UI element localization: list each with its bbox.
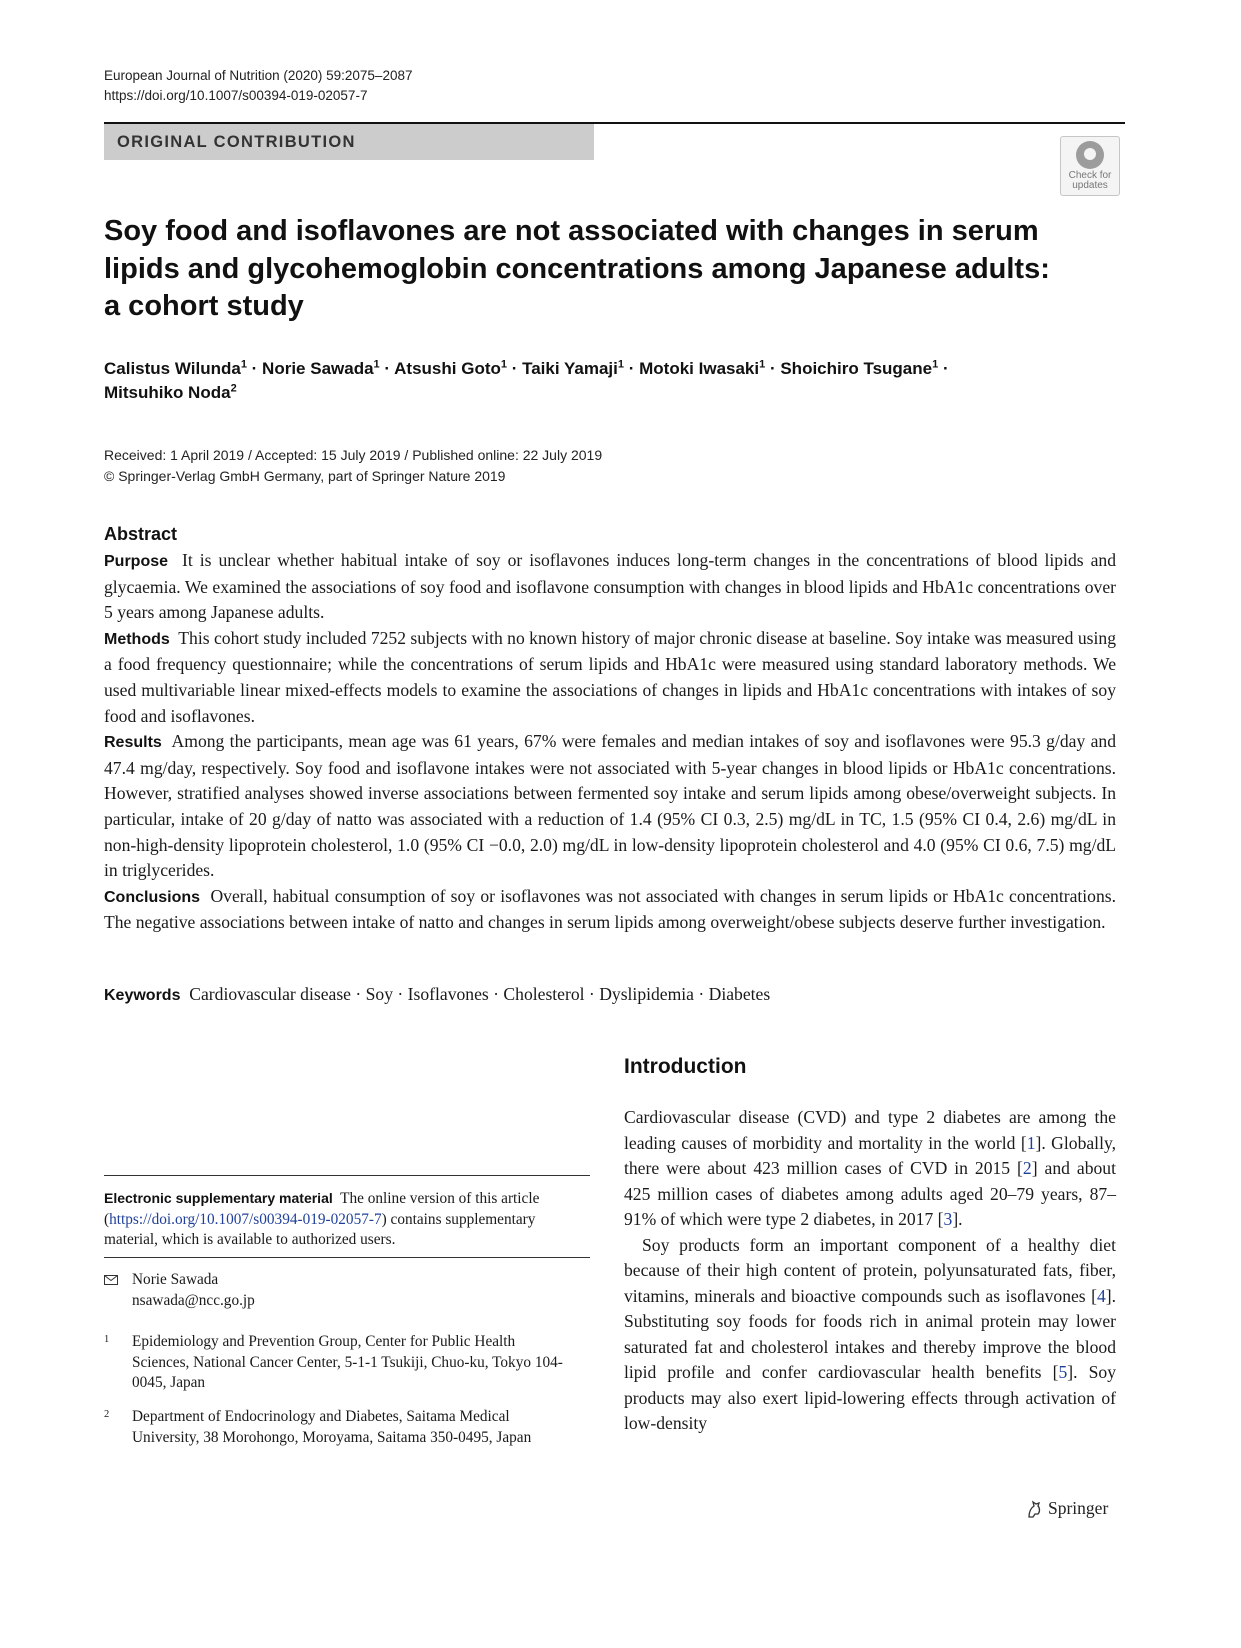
affiliation-number: 1 xyxy=(104,1334,110,1345)
abstract-methods xyxy=(104,626,1116,729)
footnote-rule xyxy=(104,1175,590,1176)
intro-paragraph: Cardiovascular disease (CVD) and type 2 diabetes are among the leading causes of morbidity and mortality in the world [1]. Globally, there were about 423 million cases of CVD in 2015 [2] and about 425 million cases of diabetes among adults aged 20–79 years, 87–91% of which were type 2 diabetes, in 2017 [3]. xyxy=(624,1107,1117,1229)
esm-label: Electronic supplementary material xyxy=(104,1190,333,1206)
paper-title xyxy=(104,213,1064,326)
introduction-body xyxy=(624,1105,1116,1437)
publisher-name: Springer xyxy=(1048,1498,1109,1518)
corresponding-email[interactable]: nsawada@ncc.go.jp xyxy=(132,1291,255,1309)
affiliation-marker: 2 xyxy=(230,382,237,395)
doi-line[interactable]: https://doi.org/10.1007/s00394-019-02057-7 xyxy=(104,88,368,103)
journal-citation xyxy=(104,66,412,106)
results-text: Among the participants, mean age was 61 years, 67% were females and median intakes of soy and isoflavones were 95.3 g/day and 47.4 mg/day, respectively. Soy food and isoflavone intakes were not associated with 5-year changes in blood lipids or HbA1c concentrations. However, stratified analyses showed inverse associations between fermented soy intake and serum lipids among obese/overweight subjects. In particular, intake of 20 g/day of natto was associated with a reduction of 1.4 (95% CI 0.3, 2.5) mg/dL in TC, 1.5 (95% CI 0.4, 2.6) mg/dL in non-high-density lipoprotein cholesterol, 1.0 (95% CI −0.0, 2.0) mg/dL in low-density lipoprotein cholesterol and 4.0 (95% CI 0.6, 7.5) mg/dL in triglycerides. xyxy=(104,731,1117,881)
corresponding-name: Norie Sawada xyxy=(132,1271,219,1288)
keywords xyxy=(104,982,1116,1008)
check-updates-icon xyxy=(1076,141,1104,169)
abstract-conclusions xyxy=(104,884,1116,936)
publisher-logo xyxy=(1024,1497,1124,1523)
affiliation-1 xyxy=(104,1332,574,1394)
affiliation-number: 2 xyxy=(104,1409,110,1420)
keywords-text: Cardiovascular disease · Soy · Isoflavones · Cholesterol · Dyslipidemia · Diabetes xyxy=(189,984,771,1004)
author-name[interactable]: Calistus Wilunda xyxy=(104,359,241,378)
results-label: Results xyxy=(104,734,162,752)
author-name[interactable]: Taiki Yamaji xyxy=(522,359,618,378)
badge-line1: Check for xyxy=(1068,170,1112,181)
intro-paragraph: Soy products form an important component of a healthy diet because of their high content of protein, polyunsaturated fats, fiber, vitamins, minerals and bioactive compounds such as isoflavones [4]. Substituting soy foods for foods rich in animal protein may lower saturated fat and cholesterol intakes and thereby improve the blood lipid profile and confer cardiovascular health benefits [5]. Soy products may also exert lipid-lowering effects through activation of low-density xyxy=(624,1234,1116,1433)
affiliation-marker: 1 xyxy=(240,358,247,371)
citation-link[interactable]: 1 xyxy=(1026,1132,1036,1153)
copyright-line: © Springer-Verlag GmbH Germany, part of Springer Nature 2019 xyxy=(104,467,506,484)
section-label-bar xyxy=(104,124,594,160)
citation-link[interactable]: 4 xyxy=(1096,1285,1106,1306)
introduction-heading: Introduction xyxy=(624,1055,747,1078)
esm-doi-link[interactable]: https://doi.org/10.1007/s00394-019-02057-7 xyxy=(109,1210,382,1228)
affiliation-marker: 1 xyxy=(617,358,625,371)
dates-line: Received: 1 April 2019 / Accepted: 15 July 2019 / Published online: 22 July 2019 xyxy=(104,447,603,463)
affiliation-marker: 1 xyxy=(500,358,507,371)
abstract-results xyxy=(104,729,1116,884)
author-list: Calistus Wilunda$^1$ · Norie Sawada$^1$ · Atsushi Goto$^1$ · Taiki Yamaji$^1$ · Motoki Iwasaki$^1$ · Shoichiro Tsugane$^1$ · Mitsuhiko Noda$^2$ xyxy=(104,358,949,402)
abstract-purpose xyxy=(104,548,1116,626)
badge-line2: updates xyxy=(1072,180,1108,191)
author-name[interactable]: Norie Sawada xyxy=(262,359,374,378)
title-line3: a cohort study xyxy=(104,290,304,322)
citation-link[interactable]: 2 xyxy=(1022,1158,1032,1178)
author-name[interactable]: Mitsuhiko Noda xyxy=(104,383,231,402)
springer-horse-icon xyxy=(1024,1499,1044,1519)
author-name[interactable]: Atsushi Goto xyxy=(394,359,501,378)
envelope-icon xyxy=(104,1275,118,1285)
title-line1: Soy food and isoflavones are not associated with changes in serum xyxy=(104,215,1039,247)
keywords-label: Keywords xyxy=(104,987,181,1004)
conclusions-label: Conclusions xyxy=(104,888,201,906)
citation-link[interactable]: 3 xyxy=(943,1209,953,1229)
affiliation-text: Department of Endocrinology and Diabetes, Saitama Medical University, 38 Morohongo, Moroyama, Saitama 350-0495, Japan xyxy=(132,1408,532,1446)
affiliation-2 xyxy=(104,1407,574,1448)
author-name[interactable]: Shoichiro Tsugane xyxy=(780,359,933,378)
affiliation-text: Epidemiology and Prevention Group, Center for Public Health Sciences, National Cancer Center, 5-1-1 Tsukiji, Chuo-ku, Tokyo 104-0045, Japan xyxy=(132,1333,563,1391)
affiliation-marker: 1 xyxy=(932,358,939,371)
abstract xyxy=(104,522,1116,936)
abstract-heading: Abstract xyxy=(104,524,178,544)
section-label: ORIGINAL CONTRIBUTION xyxy=(117,133,356,151)
methods-label: Methods xyxy=(104,630,170,648)
author-name[interactable]: Motoki Iwasaki xyxy=(639,359,760,378)
purpose-text: It is unclear whether habitual intake of soy or isoflavones induces long-term changes in the concentrations of blood lipids and glycaemia. We examined the associations of soy food and isoflavone consumption with changes in blood lipids and HbA1c concentrations over 5 years among Japanese adults. xyxy=(104,550,1117,623)
footnote-rule xyxy=(104,1257,590,1258)
check-for-updates-badge[interactable] xyxy=(1060,136,1120,196)
purpose-label: Purpose xyxy=(104,553,169,570)
conclusions-text: Overall, habitual consumption of soy or isoflavones was not associated with changes in serum lipids or HbA1c concentrations. The negative associations between intake of natto and changes in serum lipids among overweight/obese subjects deserve further investigation. xyxy=(104,885,1117,933)
journal-line: European Journal of Nutrition (2020) 59:2075–2087 xyxy=(104,68,413,83)
citation-link[interactable]: 5 xyxy=(1058,1362,1068,1382)
affiliation-marker: 1 xyxy=(373,358,380,371)
publication-dates xyxy=(104,445,602,486)
title-line2: lipids and glycohemoglobin concentrations among Japanese adults: xyxy=(104,252,1050,285)
methods-text: This cohort study included 7252 subjects with no known history of major chronic disease at baseline. Soy intake was measured using a food frequency questionnaire; while the concentrations of serum lipids and HbA1c were measured using standard laboratory methods. We used multivariable linear mixed-effects models to examine the associations of changes in lipids and HbA1c concentrations with intakes of soy food and isoflavones. xyxy=(104,627,1117,726)
affiliation-marker: 1 xyxy=(759,358,766,371)
supplementary-material-note: Electronic supplementary material The online version of this article (https://doi.org/10.1007/s00394-019-02057-7) contains supplementary material, which is available to authorized users. xyxy=(104,1190,540,1248)
